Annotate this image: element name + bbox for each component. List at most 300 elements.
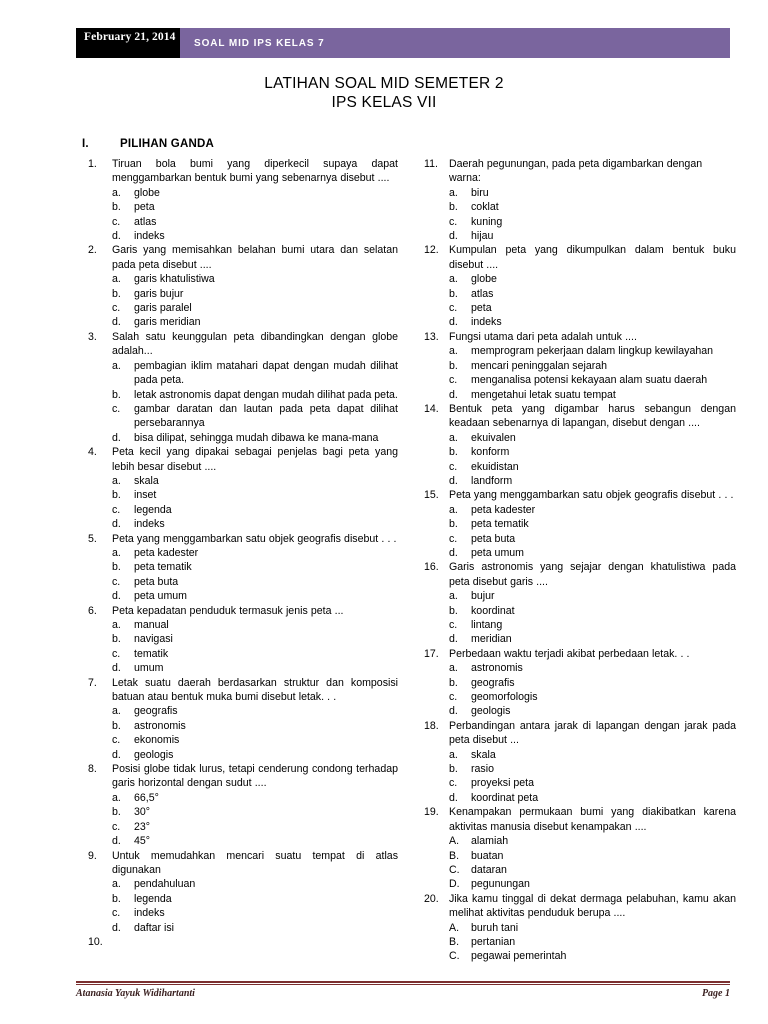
option-item[interactable] [424,690,736,704]
question-text: Letak suatu daerah berdasarkan struktur dan komposisi batuan atau bentuk muka bumi disebut letak. . . [112,676,398,704]
question-text: Kenampakan permukaan bumi yang diakibatkan karena aktivitas manusia disebut kenampakan .... [449,806,736,833]
option-text: pembagian iklim matahari dapat dengan mudah dilihat pada peta. [134,359,398,387]
option-item[interactable] [424,935,736,949]
option-item[interactable] [88,834,398,848]
option-item[interactable] [424,949,736,963]
option-text: indeks [471,316,502,329]
option-text: dataran [471,863,507,876]
option-letter: c. [449,532,458,545]
option-item[interactable] [88,560,398,574]
question-number: 16. [424,561,439,574]
option-item[interactable] [88,301,398,315]
option-letter: c. [112,820,121,833]
option-letter: b. [449,518,458,531]
option-item[interactable] [88,704,398,718]
option-text: indeks [134,230,165,243]
option-letter: a. [449,662,458,675]
option-item[interactable] [424,344,736,358]
option-text: proyeksi peta [471,777,535,790]
option-list [88,186,398,244]
option-item[interactable] [88,186,398,200]
option-item[interactable] [88,474,398,488]
option-item[interactable] [88,791,398,805]
question-text: Peta yang menggambarkan satu objek geografis disebut . . . [112,532,397,545]
option-letter: c. [449,460,458,473]
option-text: bisa dilipat, sehingga mudah dibawa ke mana-mana [134,431,379,444]
option-text: legenda [134,503,172,516]
option-text: 30° [134,806,151,819]
option-letter: a. [112,878,121,891]
question-text: Tiruan bola bumi yang diperkecil supaya dapat menggambarkan bentuk bumi yang sebenarnya disebut .... [112,158,398,185]
option-letter: a. [449,748,458,761]
option-text: tematik [134,647,169,660]
option-item[interactable] [424,877,736,891]
option-text: ekonomis [134,734,180,747]
option-letter: d. [112,518,121,531]
question-number: 10. [88,935,103,948]
option-list [88,704,398,762]
option-text: koordinat [471,604,515,617]
question-text: Fungsi utama dari peta adalah untuk .... [449,330,637,343]
option-letter: B. [449,849,460,862]
option-item[interactable] [424,186,736,200]
question-number: 14. [424,402,439,415]
question-stem [424,330,736,344]
option-letter: d. [112,316,121,329]
option-letter: a. [449,273,458,286]
question-item [424,330,736,402]
option-text: geologis [134,748,174,761]
question-item [424,243,736,329]
option-text: menganalisa potensi kekayaan alam suatu daerah [471,374,708,387]
option-letter: a. [449,503,458,516]
option-item[interactable] [424,632,736,646]
section-label: PILIHAN GANDA [120,138,214,150]
option-letter: c. [112,503,121,516]
option-letter: A. [449,921,460,934]
option-letter: b. [449,201,458,214]
question-item [88,604,398,676]
question-text: Peta kecil yang dipakai sebagai penjelas bagi peta yang lebih besar disebut .... [112,446,398,473]
question-item [88,445,398,531]
option-item[interactable] [88,431,398,445]
question-stem [88,243,398,272]
option-text: astronomis [471,662,523,675]
option-text: peta umum [134,590,187,603]
option-letter: d. [449,791,458,804]
option-item[interactable] [424,921,736,935]
option-text: indeks [134,518,165,531]
option-text: geografis [471,676,515,689]
option-letter: b. [112,388,121,401]
option-item[interactable] [88,388,398,402]
question-column-left [88,157,398,949]
option-text: koordinat peta [471,791,539,804]
option-letter: c. [449,302,458,315]
question-item [88,849,398,935]
question-text: Posisi globe tidak lurus, tetapi cenderung condong terhadap garis horizontal dengan sudut .... [112,763,398,790]
option-text: skala [471,748,496,761]
option-letter: b. [449,604,458,617]
option-item[interactable] [424,618,736,632]
question-stem [424,647,736,661]
option-letter: d. [449,633,458,646]
option-letter: d. [112,431,121,444]
question-text: Garis yang memisahkan belahan bumi utara dan selatan pada peta disebut .... [112,244,398,271]
option-letter: a. [112,705,121,718]
question-number: 3. [88,330,97,343]
option-item[interactable] [88,215,398,229]
question-item [424,719,736,805]
option-letter: d. [449,546,458,559]
option-item[interactable] [424,229,736,243]
option-text: 45° [134,835,151,848]
option-item[interactable] [88,575,398,589]
option-text: globe [134,186,160,199]
question-stem [88,762,398,791]
option-letter: c. [112,647,121,660]
option-item[interactable] [88,647,398,661]
question-number: 7. [88,676,97,689]
option-letter: C. [449,950,460,963]
option-text: meridian [471,633,512,646]
header-banner-title: SOAL MID IPS KELAS 7 [180,28,730,58]
footer-divider [76,981,730,985]
option-letter: c. [112,215,121,228]
option-letter: B. [449,935,460,948]
option-text: 66,5° [134,791,159,804]
question-stem [88,532,398,546]
option-text: atlas [134,215,157,228]
option-letter: D. [449,878,460,891]
option-item[interactable] [424,863,736,877]
option-item[interactable] [88,200,398,214]
document-footer [76,988,730,999]
option-text: mengetahui letak suatu tempat [471,388,616,401]
option-item[interactable] [88,315,398,329]
question-text: Perbedaan waktu terjadi akibat perbedaan letak. . . [449,647,690,660]
option-letter: b. [449,446,458,459]
question-number: 17. [424,647,439,660]
option-text: legenda [134,892,172,905]
option-item[interactable] [424,200,736,214]
option-text: navigasi [134,633,173,646]
option-item[interactable] [424,373,736,387]
question-stem [424,719,736,748]
option-text: letak astronomis dapat dengan mudah dilihat pada peta. [134,388,398,401]
option-item[interactable] [88,618,398,632]
document-header [76,28,730,58]
option-text: manual [134,619,169,631]
option-letter: d. [112,748,121,761]
option-item[interactable] [424,315,736,329]
option-letter: d. [112,835,121,848]
option-item[interactable] [424,503,736,517]
question-text: Peta kepadatan penduduk termasuk jenis peta ... [112,604,344,617]
option-text: peta kadester [471,503,536,516]
option-text: garis bujur [134,287,184,300]
question-number: 9. [88,849,97,862]
option-text: garis khatulistiwa [134,273,215,286]
option-item[interactable] [88,402,398,431]
option-item[interactable] [88,661,398,675]
option-item[interactable] [424,762,736,776]
question-item [424,892,736,964]
option-letter: b. [449,676,458,689]
question-number: 2. [88,244,97,257]
option-item[interactable] [88,877,398,891]
question-stem [88,604,398,618]
option-text: kuning [471,215,503,228]
question-text: Daerah pegunungan, pada peta digambarkan dengan warna: [449,158,703,185]
option-item[interactable] [424,546,736,560]
question-stem [424,402,736,431]
option-letter: A. [449,835,460,848]
option-item[interactable] [424,661,736,675]
question-text: Garis astronomis yang sejajar dengan khatulistiwa pada peta disebut garis .... [449,561,736,588]
option-item[interactable] [88,488,398,502]
option-text: indeks [134,907,165,920]
option-item[interactable] [88,921,398,935]
option-list [88,618,398,676]
option-item[interactable] [88,805,398,819]
option-item[interactable] [424,445,736,459]
option-text: memprogram pekerjaan dalam lingkup kewilayahan [471,345,714,358]
option-letter: c. [112,402,121,415]
option-text: lintang [471,619,503,631]
option-item[interactable] [424,431,736,445]
option-list [88,474,398,532]
option-list [424,272,736,330]
option-letter: d. [112,921,121,934]
option-item[interactable] [88,546,398,560]
option-text: bujur [471,590,495,603]
option-item[interactable] [424,474,736,488]
footer-author: Atanasia Yayuk Widihartanti [76,988,195,999]
option-letter: b. [112,633,121,646]
option-text: gambar daratan dan lautan pada peta dapat dilihat persebarannya [134,402,398,430]
option-letter: c. [112,907,121,920]
question-text: Peta yang menggambarkan satu objek geografis disebut . . . [449,489,734,502]
option-text: rasio [471,763,494,776]
question-column-right [424,157,736,964]
question-stem [88,935,398,949]
question-number: 1. [88,158,97,170]
question-item [88,762,398,848]
question-item [88,676,398,762]
option-list [424,503,736,561]
option-item[interactable] [424,676,736,690]
question-stem [88,330,398,359]
question-number: 18. [424,719,439,732]
option-item[interactable] [424,748,736,762]
footer-page-number: Page 1 [701,988,730,999]
option-letter: c. [449,777,458,790]
option-letter: a. [112,791,121,804]
option-item[interactable] [88,733,398,747]
option-letter: d. [449,705,458,718]
option-list [424,589,736,647]
option-item[interactable] [424,604,736,618]
option-text: geologis [471,705,511,718]
question-item [88,243,398,329]
option-list [424,748,736,806]
option-letter: c. [112,302,121,315]
option-text: pertanian [471,935,516,948]
option-text: inset [134,489,157,502]
option-list [424,834,736,892]
option-item[interactable] [88,229,398,243]
option-letter: a. [112,474,121,487]
question-number: 11. [424,158,438,170]
question-stem [424,805,736,834]
section-heading [82,138,482,150]
question-text: Salah satu keunggulan peta dibandingkan dengan globe adalah... [112,330,398,358]
option-item[interactable] [88,906,398,920]
header-date: February 21, 2014 [76,28,180,58]
question-number: 19. [424,806,439,819]
question-number: 12. [424,244,439,257]
option-item[interactable] [424,589,736,603]
option-item[interactable] [424,359,736,373]
option-letter: a. [112,273,121,286]
option-letter: a. [449,186,458,199]
option-list [424,186,736,244]
option-text: astronomis [134,719,186,732]
option-item[interactable] [424,215,736,229]
question-item [88,157,398,243]
option-letter: c. [449,691,458,704]
option-item[interactable] [424,301,736,315]
option-letter: b. [112,287,121,300]
option-letter: a. [449,431,458,444]
option-letter: c. [112,575,121,588]
question-stem [88,445,398,474]
option-text: biru [471,186,489,199]
option-letter: c. [449,215,458,228]
option-letter: b. [112,489,121,502]
option-text: mencari peninggalan sejarah [471,359,608,372]
option-item[interactable] [88,719,398,733]
option-item[interactable] [88,359,398,388]
question-item [424,647,736,719]
option-letter: d. [112,662,121,675]
option-item[interactable] [424,287,736,301]
option-item[interactable] [88,632,398,646]
option-text: globe [471,273,497,286]
option-letter: b. [112,201,121,214]
option-text: pegawai pemerintah [471,950,567,963]
option-letter: d. [449,230,458,243]
title-line-1: LATIHAN SOAL MID SEMETER 2 [264,75,504,92]
option-list [88,877,398,935]
option-item[interactable] [424,791,736,805]
option-text: umum [134,662,164,675]
section-number: I. [82,138,89,150]
option-item[interactable] [424,849,736,863]
question-stem [424,488,736,502]
option-list [88,791,398,849]
option-text: landform [471,474,513,487]
option-item[interactable] [424,532,736,546]
option-letter: b. [112,561,121,574]
option-list [88,359,398,445]
option-item[interactable] [88,748,398,762]
option-letter: d. [449,388,458,401]
option-item[interactable] [424,776,736,790]
question-item [88,330,398,445]
option-text: alamiah [471,835,509,848]
option-letter: b. [449,359,458,372]
option-text: 23° [134,820,151,833]
option-item[interactable] [424,517,736,531]
option-text: daftar isi [134,921,175,934]
option-item[interactable] [88,517,398,531]
question-item [88,935,398,949]
option-text: peta buta [471,532,516,545]
option-text: atlas [471,287,494,300]
option-text: peta tematik [134,561,192,574]
option-letter: d. [112,230,121,243]
option-letter: c. [112,734,121,747]
option-letter: c. [449,619,458,631]
option-text: garis paralel [134,302,192,315]
option-text: geomorfologis [471,691,538,704]
option-item[interactable] [424,272,736,286]
option-item[interactable] [424,704,736,718]
option-item[interactable] [424,834,736,848]
option-text: peta kadester [134,546,199,559]
option-item[interactable] [88,272,398,286]
question-text: Untuk memudahkan mencari suatu tempat di atlas digunakan [112,849,398,876]
option-letter: a. [112,186,121,199]
question-stem [88,849,398,878]
option-item[interactable] [88,820,398,834]
question-number: 6. [88,604,97,617]
option-item[interactable] [88,287,398,301]
option-list [88,272,398,330]
option-letter: b. [449,763,458,776]
title-line-2: IPS KELAS VII [331,94,437,111]
question-text: Bentuk peta yang digambar harus sebangun dengan keadaan sebenarnya di lapangan, disebut dengan .... [449,402,736,430]
option-text: pegunungan [471,878,530,891]
question-number: 5. [88,532,97,545]
option-item[interactable] [424,388,736,402]
question-stem [424,560,736,589]
option-item[interactable] [88,892,398,906]
option-letter: d. [112,590,121,603]
option-text: geografis [134,705,178,718]
option-text: peta [471,302,492,315]
option-text: peta umum [471,546,524,559]
option-item[interactable] [88,503,398,517]
question-text: Jika kamu tinggal di dekat dermaga pelabuhan, kamu akan melihat aktivitas penduduk berupa .... [449,892,736,920]
option-item[interactable] [424,460,736,474]
option-letter: b. [112,806,121,819]
question-number: 13. [424,330,439,343]
option-item[interactable] [88,589,398,603]
option-text: peta tematik [471,518,529,531]
option-letter: a. [449,345,458,358]
question-item [424,157,736,243]
option-list [424,344,736,402]
option-letter: d. [449,474,458,487]
option-text: konform [471,446,510,459]
option-letter: b. [112,719,121,732]
option-text: skala [134,474,159,487]
option-list [88,546,398,604]
question-item [88,532,398,604]
